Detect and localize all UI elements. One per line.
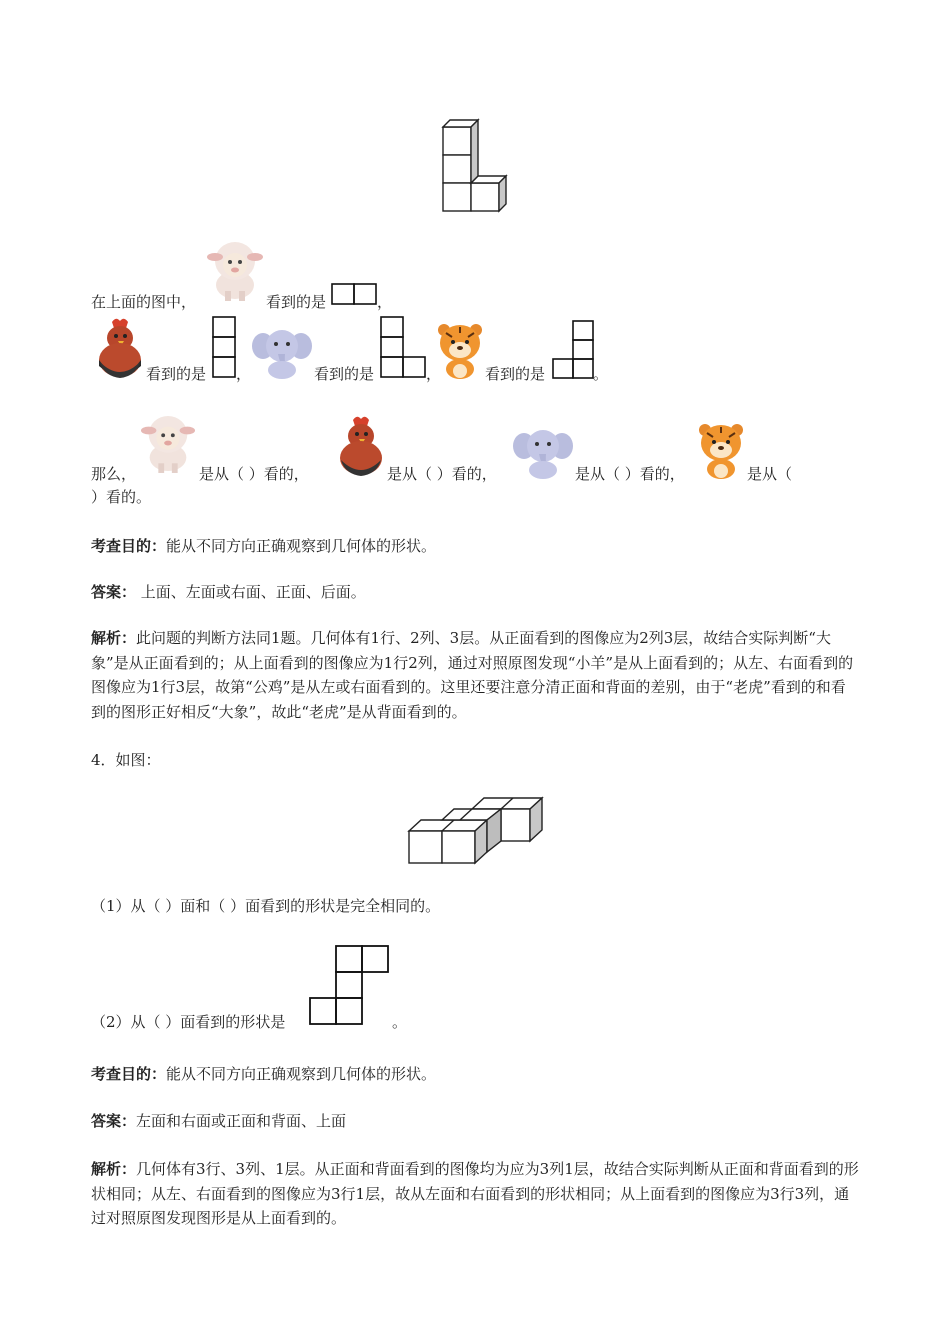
analysis-text: 几何体有3行、3列、1层。从正面和背面看到的图像均为应为3列1层，故结合实际判断从正面和背面看到的形状相同；从左、右面看到的图像应为3行1层，故从左面和右面看到的形状相同；从上面看到的图像应为3行3列，通过对照原图发现图形是从上面看到的。 <box>91 1160 859 1227</box>
elephant-from-text: 是从（ ）看的， <box>575 465 685 483</box>
q4-sub1: （1）从（ ）面和（ ）面看到的形状是完全相同的。 <box>91 897 441 915</box>
q4-title: 4．如图： <box>91 751 161 769</box>
answer-label: 答案： <box>91 583 137 601</box>
elephant-icon <box>513 424 573 480</box>
comma: ， <box>236 365 252 383</box>
tiger-sees-text: 看到的是 <box>485 365 546 383</box>
tiger-from-text-a: 是从（ <box>747 465 793 483</box>
view-1x2-shape <box>331 283 377 305</box>
purpose-text: 能从不同方向正确观察到几何体的形状。 <box>166 1065 437 1083</box>
q4-analysis <box>91 1157 859 1231</box>
q3-purpose <box>91 534 859 559</box>
q4-purpose <box>91 1062 859 1087</box>
elephant-sees-text: 看到的是 <box>314 365 375 383</box>
sheep-icon <box>140 413 196 475</box>
analysis-label: 解析： <box>91 629 137 647</box>
q3-analysis <box>91 626 859 724</box>
answer-text: 左面和右面或正面和背面、上面 <box>136 1112 347 1130</box>
rooster-icon <box>96 316 144 380</box>
purpose-label: 考查目的： <box>91 1065 167 1083</box>
q4-sub2-suffix: 。 <box>392 1013 408 1031</box>
q4-answer <box>91 1109 859 1134</box>
purpose-text: 能从不同方向正确观察到几何体的形状。 <box>166 537 437 555</box>
rooster-icon <box>337 414 385 478</box>
tiger-icon <box>697 421 745 479</box>
q4-sub2-prefix: （2）从（ ）面看到的形状是 <box>91 1013 286 1031</box>
view-front-2x3-shape <box>380 316 426 380</box>
cube-figure-step-shape <box>406 796 544 866</box>
sheep-sees-text: 看到的是 <box>266 293 327 311</box>
sheep-icon <box>206 239 264 303</box>
rooster-from-text: 是从（ ）看的， <box>387 465 497 483</box>
comma: ， <box>377 293 393 311</box>
analysis-label: 解析： <box>91 1160 137 1178</box>
sheep-from-text: 是从（ ）看的， <box>199 465 309 483</box>
intro-text: 在上面的图中， <box>91 293 197 311</box>
cube-figure-l-shape <box>440 117 512 215</box>
q3-answer <box>91 580 859 605</box>
elephant-icon <box>252 324 312 380</box>
then-text: 那么， <box>91 465 137 483</box>
tiger-from-text-b: ）看的。 <box>91 488 152 506</box>
tiger-icon <box>436 321 484 379</box>
view-top-stair-shape <box>308 944 392 1028</box>
period: 。 <box>593 365 609 383</box>
answer-label: 答案： <box>91 1112 137 1130</box>
comma: ， <box>426 365 442 383</box>
analysis-text: 此问题的判断方法同1题。几何体有1行、2列、3层。从正面看到的图像应为2列3层，故结合实际判断“大象”是从正面看到的；从上面看到的图像应为1行2列，通过对照原图发现“小羊”是从上面看到的；从左、右面看到的图像应为1行3层，故第“公鸡”是从左或右面看到的。这里还要注意分清正面和背面的差别，由于“老虎”看到的和看到的图形正好相反“大象”，故此“老虎”是从背面看到的。 <box>91 629 854 721</box>
view-3-tall-shape <box>212 316 236 380</box>
answer-text: 上面、左面或右面、正面、后面。 <box>136 583 366 601</box>
rooster-sees-text: 看到的是 <box>146 365 207 383</box>
purpose-label: 考查目的： <box>91 537 167 555</box>
view-back-2x3-shape <box>550 320 596 380</box>
